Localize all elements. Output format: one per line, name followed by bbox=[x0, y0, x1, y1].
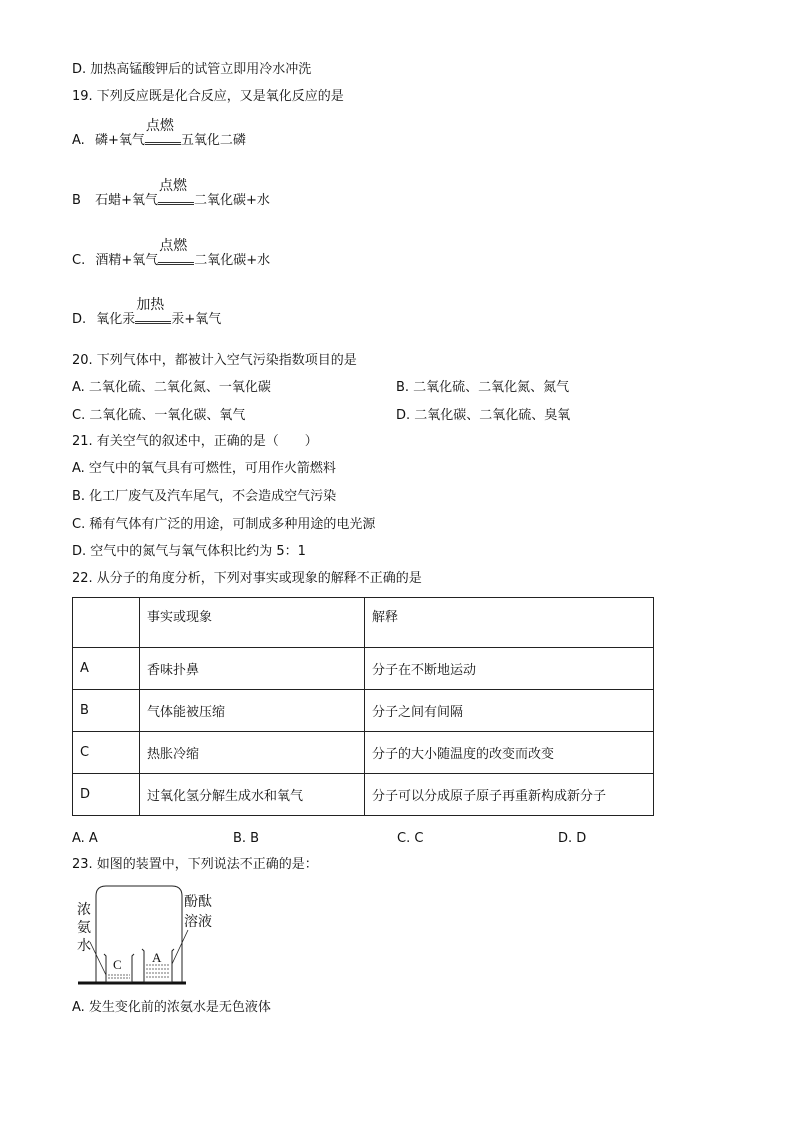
reaction-condition: 点燃 bbox=[159, 238, 188, 254]
products: 汞+氧气 bbox=[171, 312, 222, 327]
table-cell: 气体能被压缩 bbox=[140, 690, 365, 732]
table-cell: 事实或现象 bbox=[140, 598, 365, 648]
ammonia-label-1: 浓 bbox=[77, 902, 91, 918]
option-label: B bbox=[72, 193, 81, 208]
table-cell: B bbox=[73, 690, 140, 732]
table-cell: C bbox=[73, 732, 140, 774]
q23-stem: 23. 如图的装置中，下列说法不正确的是： bbox=[72, 857, 318, 872]
q20-stem: 20. 下列气体中，都被计入空气污染指数项目的是 bbox=[72, 353, 357, 368]
reactants: 磷+氧气 bbox=[94, 133, 145, 148]
q21-option-c: C. 稀有气体有广泛的用途，可制成多种用途的电光源 bbox=[72, 517, 376, 532]
q21-option-b: B. 化工厂废气及汽车尾气，不会造成空气污染 bbox=[72, 489, 337, 504]
phenolphthalein-label-1: 酚酞 bbox=[184, 894, 212, 910]
table-row bbox=[73, 648, 654, 690]
table-cell bbox=[73, 598, 140, 648]
reaction-condition: 点燃 bbox=[158, 178, 187, 194]
reactants: 石蜡+氧气 bbox=[95, 193, 158, 208]
table-cell: 分子在不断地运动 bbox=[365, 648, 654, 690]
table-row bbox=[73, 690, 654, 732]
ammonia-label-3: 水 bbox=[77, 938, 91, 954]
option-label: A. bbox=[72, 133, 85, 148]
q22-answer-b: B. B bbox=[233, 831, 260, 846]
beaker-c-label: C bbox=[113, 957, 122, 972]
q21-option-a: A. 空气中的氧气具有可燃性，可用作火箭燃料 bbox=[72, 461, 336, 476]
option-label: D. bbox=[72, 312, 87, 327]
table-cell: 热胀冷缩 bbox=[140, 732, 365, 774]
q21-option-d: D. 空气中的氮气与氧气体积比约为 5：1 bbox=[72, 544, 306, 559]
q20-option-b: B. 二氧化硫、二氧化氮、氮气 bbox=[396, 380, 570, 395]
ammonia-label-2: 氨 bbox=[77, 920, 91, 936]
table-row bbox=[73, 774, 654, 816]
table-cell: 分子可以分成原子原子再重新构成新分子 bbox=[365, 774, 654, 816]
reaction-arrow bbox=[135, 297, 171, 328]
bell-jar bbox=[96, 886, 182, 982]
table-cell: 分子之间有间隔 bbox=[365, 690, 654, 732]
q21-stem: 21. 有关空气的叙述中，正确的是（ ） bbox=[72, 434, 318, 449]
q20-option-a: A. 二氧化硫、二氧化氮、一氧化碳 bbox=[72, 380, 271, 395]
phenolphthalein-label-2: 溶液 bbox=[184, 914, 212, 930]
table-cell: 解释 bbox=[365, 598, 654, 648]
q22-stem: 22. 从分子的角度分析，下列对事实或现象的解释不正确的是 bbox=[72, 571, 422, 586]
q22-table bbox=[72, 597, 654, 816]
q19-option-d bbox=[72, 297, 222, 328]
products: 二氧化碳+水 bbox=[193, 193, 270, 208]
table-cell: 分子的大小随温度的改变而改变 bbox=[365, 732, 654, 774]
ammonia-diffusion-apparatus bbox=[74, 882, 226, 990]
q23-option-a: A. 发生变化前的浓氨水是无色液体 bbox=[72, 1000, 271, 1015]
q18-option-d: D. 加热高锰酸钾后的试管立即用冷水冲洗 bbox=[72, 62, 312, 77]
reaction-condition: 加热 bbox=[136, 297, 165, 313]
reactants: 氧化汞 bbox=[96, 312, 136, 327]
q20-option-d: D. 二氧化碳、二氧化硫、臭氧 bbox=[396, 408, 571, 423]
reaction-condition: 点燃 bbox=[145, 118, 174, 134]
q19-option-a bbox=[72, 118, 246, 149]
beaker-a-label: A bbox=[152, 950, 162, 965]
reaction-arrow bbox=[145, 118, 181, 149]
q22-answer-c: C. C bbox=[397, 831, 424, 846]
table-cell: 过氧化氢分解生成水和氧气 bbox=[140, 774, 365, 816]
table-cell: 香味扑鼻 bbox=[140, 648, 365, 690]
q19-option-c bbox=[72, 238, 271, 269]
table-header-row bbox=[73, 598, 654, 648]
reaction-arrow bbox=[158, 178, 194, 209]
option-label: C. bbox=[72, 253, 86, 268]
table-row bbox=[73, 732, 654, 774]
reaction-arrow bbox=[158, 238, 194, 269]
reactants: 酒精+氧气 bbox=[95, 253, 159, 268]
table-cell: D bbox=[73, 774, 140, 816]
q19-stem: 19. 下列反应既是化合反应，又是氧化反应的是 bbox=[72, 89, 344, 104]
q20-option-c: C. 二氧化硫、一氧化碳、氧气 bbox=[72, 408, 246, 423]
products: 五氧化二磷 bbox=[180, 133, 246, 148]
q22-answer-a: A. A bbox=[72, 831, 98, 846]
table-cell: A bbox=[73, 648, 140, 690]
q22-answer-d: D. D bbox=[558, 831, 587, 846]
products: 二氧化碳+水 bbox=[194, 253, 271, 268]
q19-option-b bbox=[72, 178, 270, 209]
